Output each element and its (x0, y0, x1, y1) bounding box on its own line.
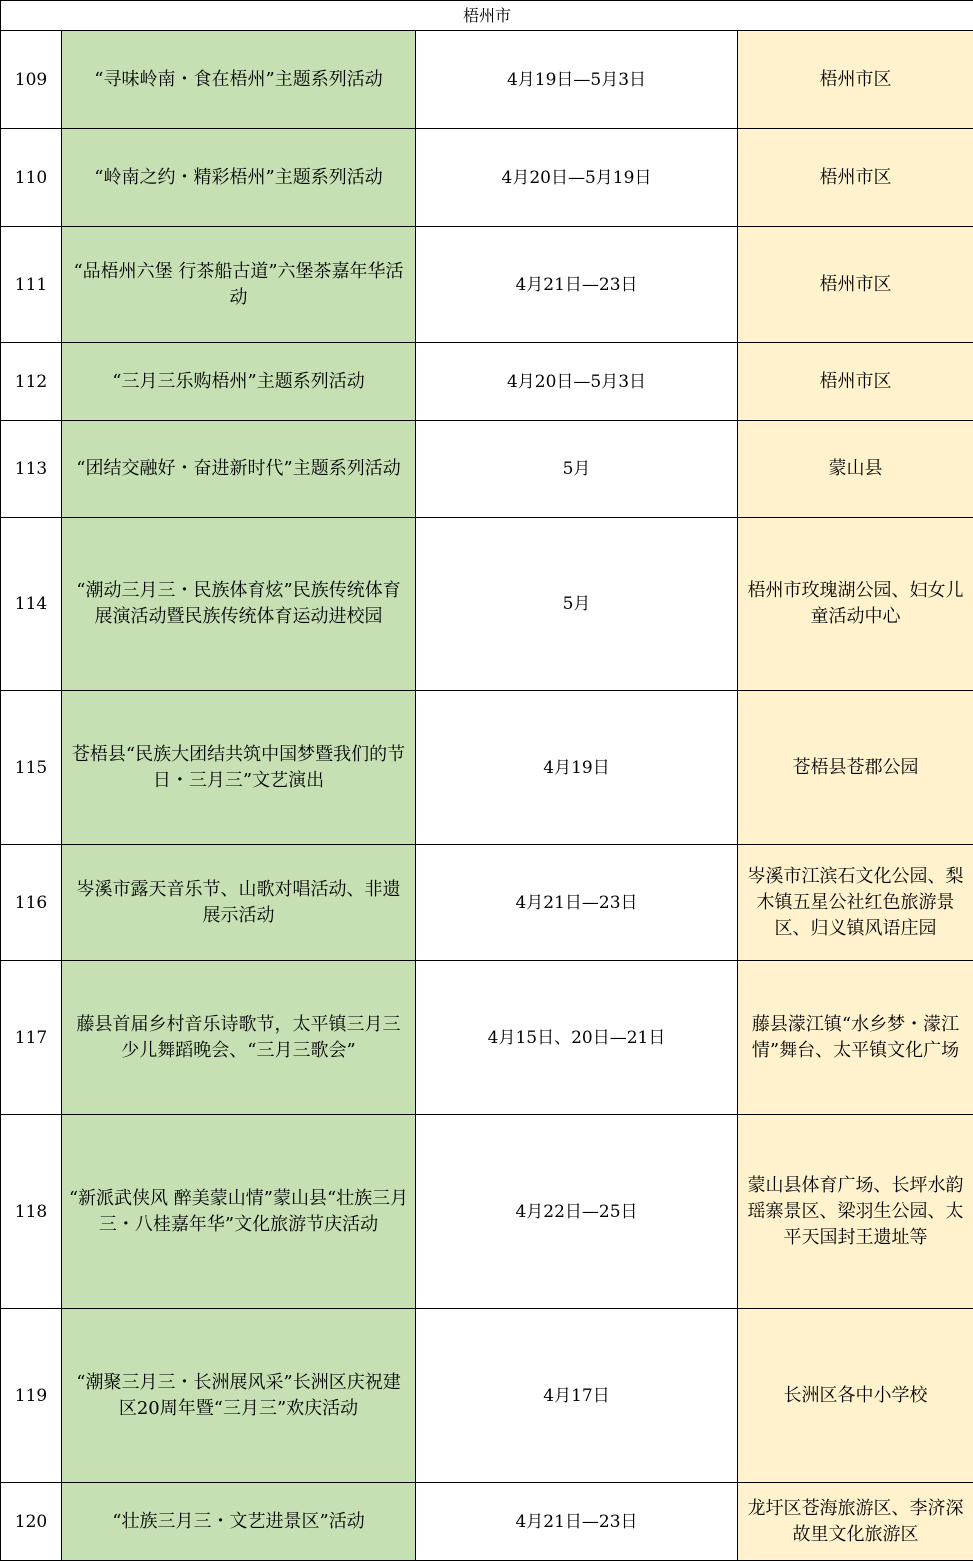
table-row (1, 227, 973, 343)
activity-name: “寻味岭南・食在梧州”主题系列活动 (62, 31, 416, 129)
row-number: 110 (1, 129, 62, 227)
activity-date: 5月 (416, 421, 738, 518)
activity-place: 苍梧县苍郡公园 (738, 691, 973, 845)
row-number: 117 (1, 961, 62, 1115)
activity-name: 苍梧县“民族大团结共筑中国梦暨我们的节日・三月三”文艺演出 (62, 691, 416, 845)
row-number: 120 (1, 1483, 62, 1561)
activity-date: 4月21日—23日 (416, 227, 738, 343)
activity-name: “岭南之约・精彩梧州”主题系列活动 (62, 129, 416, 227)
city-header: 梧州市 (1, 1, 973, 31)
activity-name: “三月三乐购梧州”主题系列活动 (62, 343, 416, 421)
row-number: 116 (1, 845, 62, 961)
table-row (1, 691, 973, 845)
activity-place: 梧州市区 (738, 31, 973, 129)
activity-date: 4月20日—5月3日 (416, 343, 738, 421)
activity-date: 4月19日—5月3日 (416, 31, 738, 129)
activity-place: 藤县濛江镇“水乡梦・濛江情”舞台、太平镇文化广场 (738, 961, 973, 1115)
activity-place: 梧州市区 (738, 343, 973, 421)
row-number: 111 (1, 227, 62, 343)
activity-place: 长洲区各中小学校 (738, 1309, 973, 1483)
activity-date: 4月21日—23日 (416, 1483, 738, 1561)
row-number: 109 (1, 31, 62, 129)
activity-date: 4月19日 (416, 691, 738, 845)
table-row (1, 31, 973, 129)
row-number: 115 (1, 691, 62, 845)
activity-name: “潮聚三月三・长洲展风采”长洲区庆祝建区20周年暨“三月三”欢庆活动 (62, 1309, 416, 1483)
table-row (1, 845, 973, 961)
row-number: 114 (1, 518, 62, 691)
table-row (1, 961, 973, 1115)
activity-date: 4月20日—5月19日 (416, 129, 738, 227)
activity-name: “壮族三月三・文艺进景区”活动 (62, 1483, 416, 1561)
row-number: 118 (1, 1115, 62, 1309)
table-row (1, 421, 973, 518)
row-number: 113 (1, 421, 62, 518)
activity-place: 龙圩区苍海旅游区、李济深故里文化旅游区 (738, 1483, 973, 1561)
table-row (1, 1115, 973, 1309)
activity-date: 4月21日—23日 (416, 845, 738, 961)
activity-date: 5月 (416, 518, 738, 691)
activity-name: 岑溪市露天音乐节、山歌对唱活动、非遗展示活动 (62, 845, 416, 961)
activity-place: 蒙山县体育广场、长坪水韵瑶寨景区、梁羽生公园、太平天国封王遗址等 (738, 1115, 973, 1309)
city-header-row (1, 1, 973, 31)
activity-date: 4月15日、20日—21日 (416, 961, 738, 1115)
activity-name: “潮动三月三・民族体育炫”民族传统体育展演活动暨民族传统体育运动进校园 (62, 518, 416, 691)
activity-place: 梧州市玫瑰湖公园、妇女儿童活动中心 (738, 518, 973, 691)
table-row (1, 129, 973, 227)
activity-date: 4月17日 (416, 1309, 738, 1483)
activity-place: 梧州市区 (738, 129, 973, 227)
activity-name: “品梧州六堡 行茶船古道”六堡茶嘉年华活动 (62, 227, 416, 343)
row-number: 119 (1, 1309, 62, 1483)
table-row (1, 1483, 973, 1561)
table-row (1, 343, 973, 421)
table-row (1, 1309, 973, 1483)
activity-date: 4月22日—25日 (416, 1115, 738, 1309)
activity-name: “新派武侠风 醉美蒙山情”蒙山县“壮族三月三・八桂嘉年华”文化旅游节庆活动 (62, 1115, 416, 1309)
activity-place: 岑溪市江滨石文化公园、梨木镇五星公社红色旅游景区、归义镇风语庄园 (738, 845, 973, 961)
activity-name: “团结交融好・奋进新时代”主题系列活动 (62, 421, 416, 518)
row-number: 112 (1, 343, 62, 421)
activity-name: 藤县首届乡村音乐诗歌节，太平镇三月三少儿舞蹈晚会、“三月三歌会” (62, 961, 416, 1115)
activity-place: 梧州市区 (738, 227, 973, 343)
activity-place: 蒙山县 (738, 421, 973, 518)
table-row (1, 518, 973, 691)
